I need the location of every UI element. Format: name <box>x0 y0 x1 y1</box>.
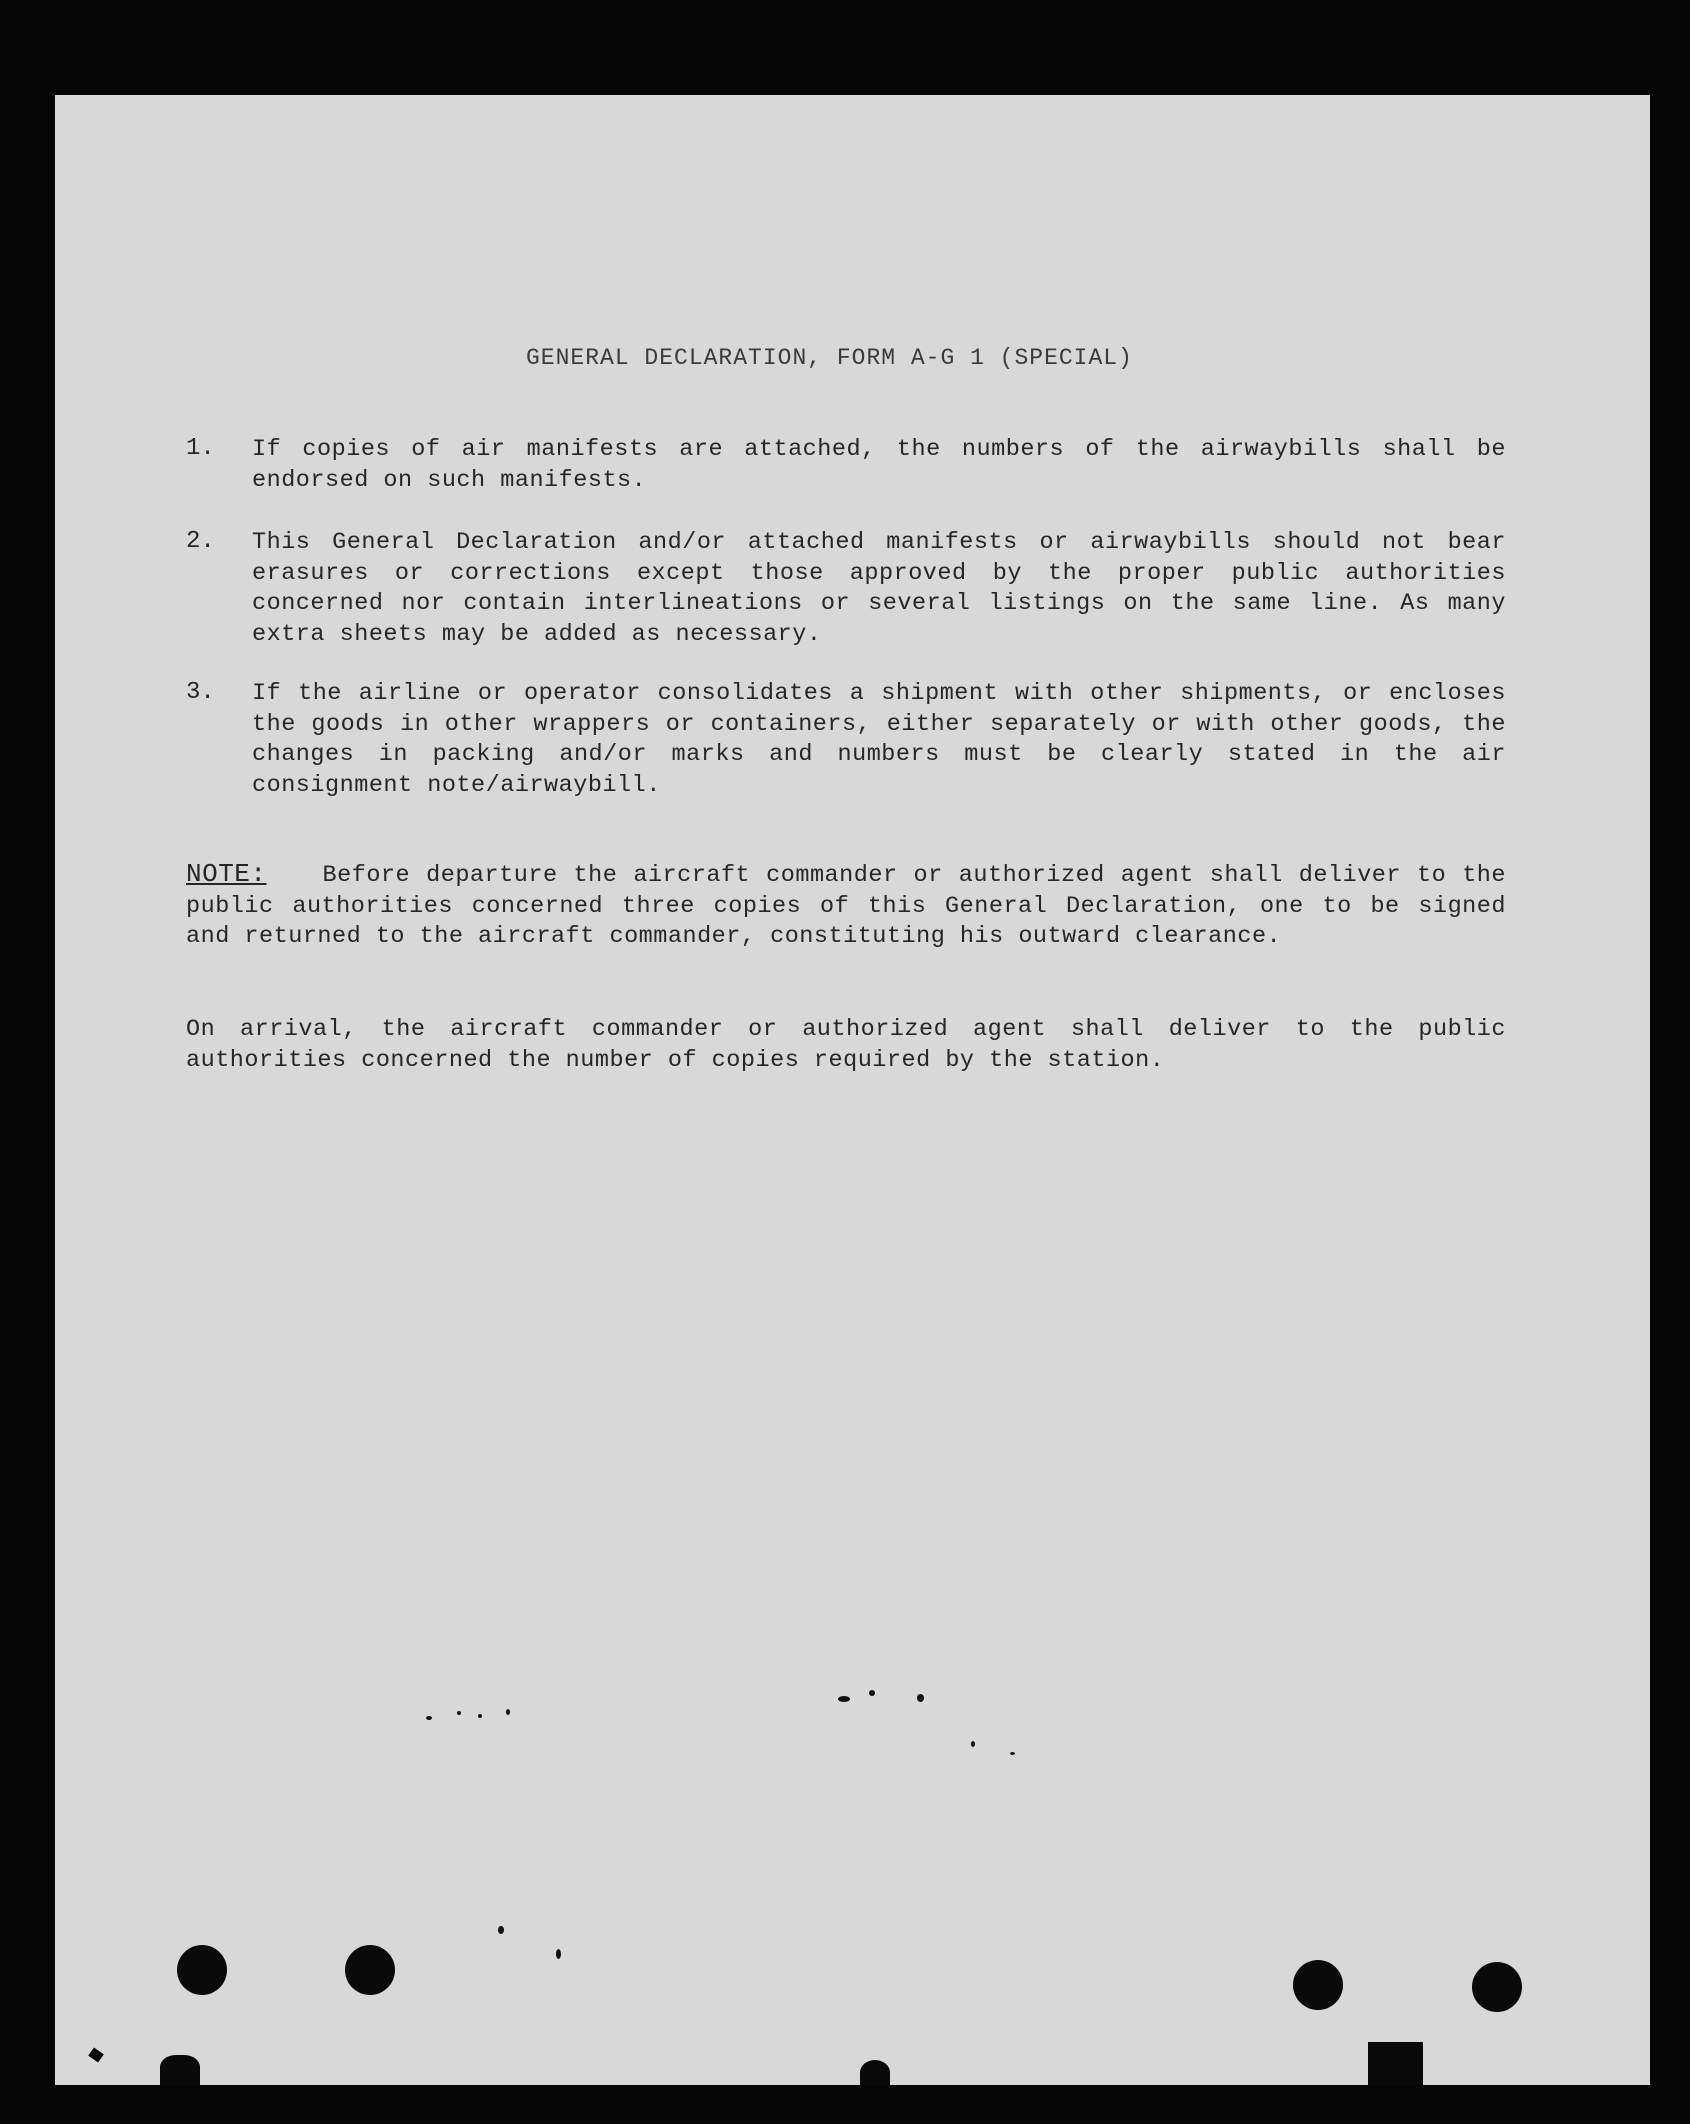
item-text: If copies of air manifests are attached, the numbers of the airwaybills shall be endorsed on such manifests. <box>252 436 1506 494</box>
note-text: Before departure the aircraft commander or authorized agent shall deliver to the public authorities concerned three copies of this General Declaration, one to be signed and returned to the aircraft commander, constituting his outward clearance. <box>186 862 1506 950</box>
arrival-paragraph: On arrival, the aircraft commander or authorized agent shall deliver to the public authorities concerned the number of copies required by the station. <box>186 1016 1506 1074</box>
item-number: 1. <box>186 435 215 462</box>
item-text: If the airline or operator consolidates a shipment with other shipments, or encloses the goods in other wrappers or containers, either separately or with other goods, the changes in packing and/or marks and numbers must be clearly stated in the air consignment note/airwaybill. <box>252 680 1506 799</box>
note-label: NOTE: <box>186 859 267 889</box>
page-title: GENERAL DECLARATION, FORM A-G 1 (SPECIAL) <box>526 345 1133 371</box>
item-number: 2. <box>186 528 215 555</box>
item-text: This General Declaration and/or attached manifests or airwaybills should not bear erasures or corrections except those approved by the proper public authorities concerned nor contain interlineations or several listings on the same line. As many extra sheets may be added as necessary. <box>252 529 1506 648</box>
item-number: 3. <box>186 679 215 706</box>
note-paragraph <box>186 859 1506 953</box>
